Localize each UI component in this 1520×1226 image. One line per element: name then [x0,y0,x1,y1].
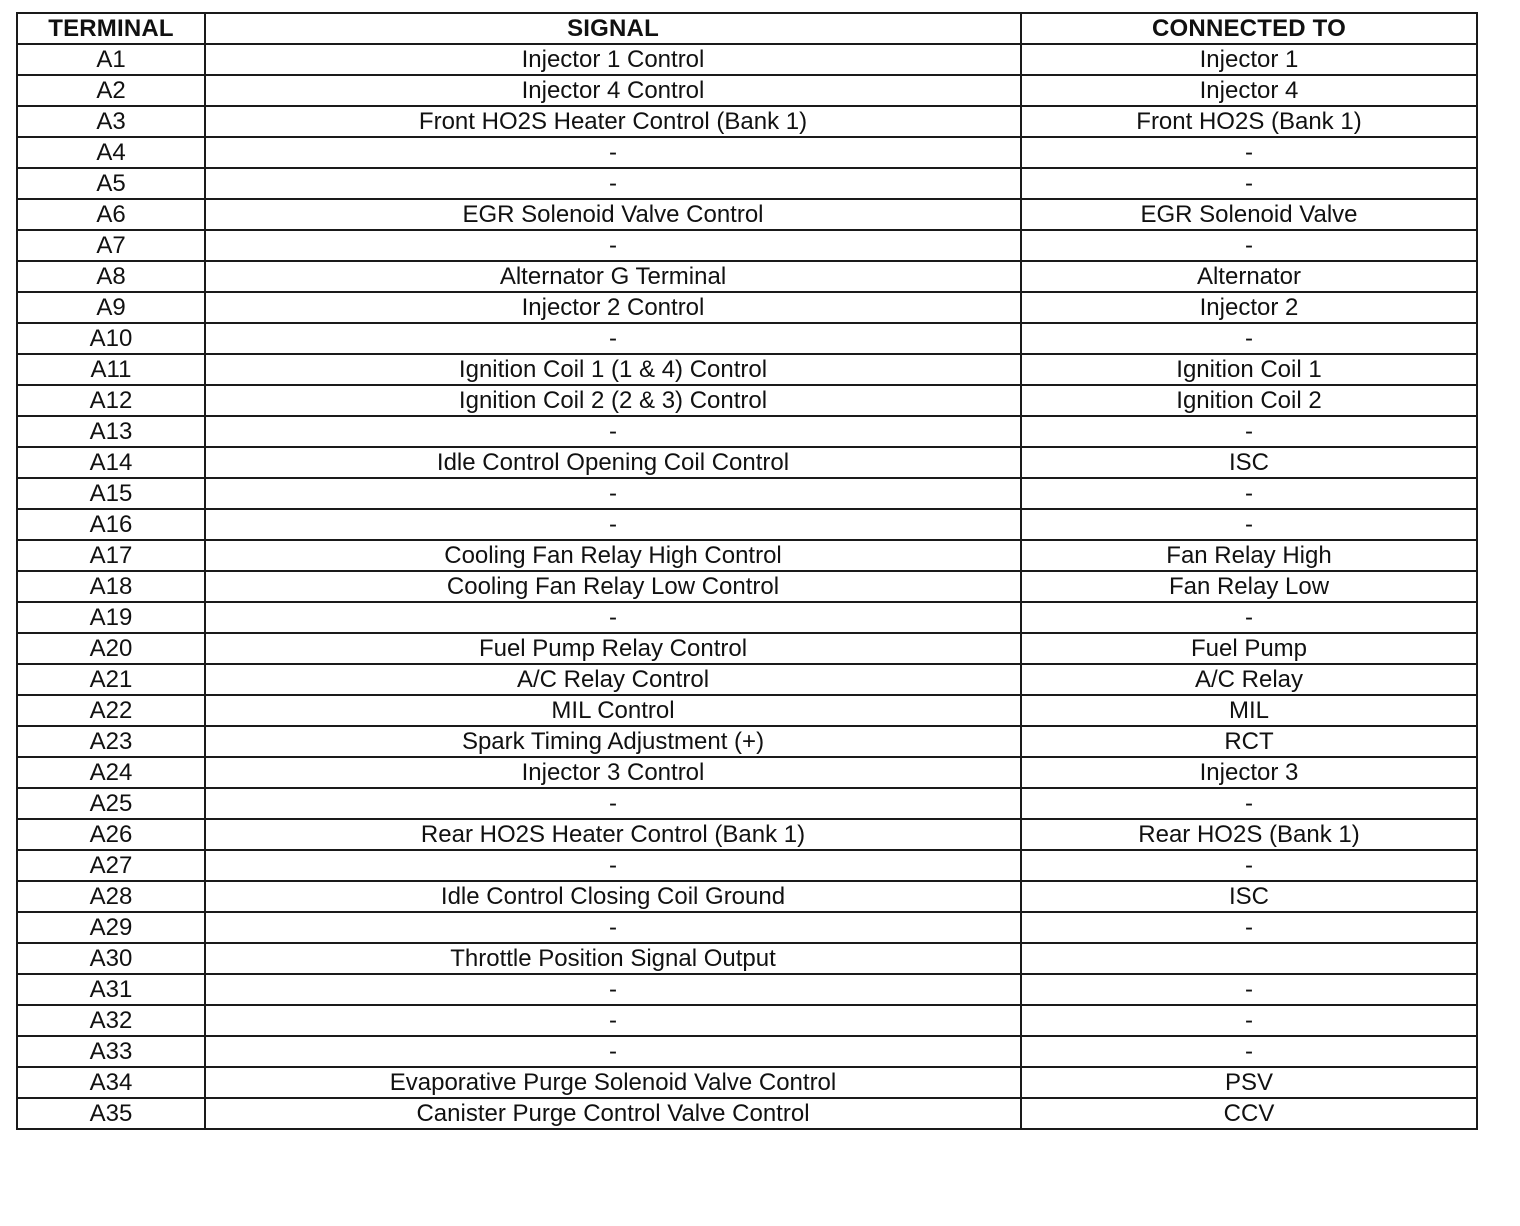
table-row [17,664,1477,695]
terminal-cell: A28 [17,881,205,912]
signal-cell: Fuel Pump Relay Control [205,633,1021,664]
table-body [17,44,1477,1129]
table-row [17,881,1477,912]
terminal-cell: A7 [17,230,205,261]
connected-to-cell: - [1021,230,1477,261]
terminal-cell: A1 [17,44,205,75]
table-row [17,540,1477,571]
table-row [17,726,1477,757]
terminal-cell: A30 [17,943,205,974]
connected-to-cell: Fan Relay Low [1021,571,1477,602]
table-row [17,571,1477,602]
signal-cell: Front HO2S Heater Control (Bank 1) [205,106,1021,137]
table-row [17,385,1477,416]
terminal-cell: A25 [17,788,205,819]
terminal-cell: A24 [17,757,205,788]
terminal-cell: A27 [17,850,205,881]
table-row [17,323,1477,354]
terminal-cell: A34 [17,1067,205,1098]
connected-to-cell [1021,943,1477,974]
signal-cell: Injector 1 Control [205,44,1021,75]
connected-to-cell: - [1021,478,1477,509]
table-row [17,75,1477,106]
terminal-cell: A18 [17,571,205,602]
connected-to-cell: ISC [1021,881,1477,912]
terminal-cell: A32 [17,1005,205,1036]
pinout-sheet [16,12,1476,1130]
terminal-cell: A15 [17,478,205,509]
connected-to-cell: - [1021,168,1477,199]
table-row [17,912,1477,943]
connected-to-cell: Fan Relay High [1021,540,1477,571]
connected-to-cell: - [1021,1036,1477,1067]
terminal-cell: A10 [17,323,205,354]
table-row [17,106,1477,137]
terminal-cell: A12 [17,385,205,416]
terminal-cell: A5 [17,168,205,199]
signal-cell: Rear HO2S Heater Control (Bank 1) [205,819,1021,850]
terminal-cell: A17 [17,540,205,571]
terminal-cell: A35 [17,1098,205,1129]
terminal-cell: A4 [17,137,205,168]
header-terminal: TERMINAL [17,13,205,44]
terminal-cell: A23 [17,726,205,757]
connected-to-cell: EGR Solenoid Valve [1021,199,1477,230]
terminal-cell: A20 [17,633,205,664]
connected-to-cell: MIL [1021,695,1477,726]
table-row [17,1005,1477,1036]
table-row [17,819,1477,850]
table-row [17,509,1477,540]
signal-cell: - [205,323,1021,354]
header-connected-to: CONNECTED TO [1021,13,1477,44]
table-row [17,44,1477,75]
connected-to-cell: ISC [1021,447,1477,478]
header-signal: SIGNAL [205,13,1021,44]
table-row [17,695,1477,726]
table-row [17,602,1477,633]
header-row [17,13,1477,44]
connected-to-cell: - [1021,416,1477,447]
signal-cell: Injector 4 Control [205,75,1021,106]
connected-to-cell: Fuel Pump [1021,633,1477,664]
connected-to-cell: Front HO2S (Bank 1) [1021,106,1477,137]
connected-to-cell: - [1021,788,1477,819]
signal-cell: Ignition Coil 1 (1 & 4) Control [205,354,1021,385]
signal-cell: Ignition Coil 2 (2 & 3) Control [205,385,1021,416]
table-row [17,974,1477,1005]
connected-to-cell: - [1021,509,1477,540]
pinout-table [16,12,1478,1130]
signal-cell: Spark Timing Adjustment (+) [205,726,1021,757]
table-row [17,137,1477,168]
connected-to-cell: PSV [1021,1067,1477,1098]
connected-to-cell: Alternator [1021,261,1477,292]
signal-cell: Idle Control Closing Coil Ground [205,881,1021,912]
table-row [17,168,1477,199]
connected-to-cell: Rear HO2S (Bank 1) [1021,819,1477,850]
terminal-cell: A3 [17,106,205,137]
signal-cell: Cooling Fan Relay High Control [205,540,1021,571]
signal-cell: Injector 2 Control [205,292,1021,323]
connected-to-cell: - [1021,912,1477,943]
connected-to-cell: CCV [1021,1098,1477,1129]
table-row [17,1098,1477,1129]
table-row [17,478,1477,509]
signal-cell: EGR Solenoid Valve Control [205,199,1021,230]
connected-to-cell: A/C Relay [1021,664,1477,695]
terminal-cell: A22 [17,695,205,726]
terminal-cell: A14 [17,447,205,478]
signal-cell: - [205,1036,1021,1067]
table-row [17,850,1477,881]
terminal-cell: A2 [17,75,205,106]
table-row [17,261,1477,292]
connected-to-cell: Injector 1 [1021,44,1477,75]
signal-cell: - [205,912,1021,943]
table-row [17,943,1477,974]
signal-cell: - [205,850,1021,881]
connected-to-cell: Injector 3 [1021,757,1477,788]
signal-cell: - [205,1005,1021,1036]
signal-cell: A/C Relay Control [205,664,1021,695]
table-row [17,354,1477,385]
table-row [17,1036,1477,1067]
terminal-cell: A16 [17,509,205,540]
connected-to-cell: - [1021,602,1477,633]
connected-to-cell: Injector 2 [1021,292,1477,323]
signal-cell: Throttle Position Signal Output [205,943,1021,974]
terminal-cell: A29 [17,912,205,943]
signal-cell: - [205,137,1021,168]
signal-cell: Alternator G Terminal [205,261,1021,292]
connected-to-cell: - [1021,1005,1477,1036]
connected-to-cell: Injector 4 [1021,75,1477,106]
signal-cell: MIL Control [205,695,1021,726]
table-row [17,199,1477,230]
terminal-cell: A6 [17,199,205,230]
terminal-cell: A26 [17,819,205,850]
table-row [17,447,1477,478]
signal-cell: - [205,788,1021,819]
connected-to-cell: Ignition Coil 1 [1021,354,1477,385]
terminal-cell: A11 [17,354,205,385]
table-row [17,788,1477,819]
signal-cell: - [205,602,1021,633]
terminal-cell: A31 [17,974,205,1005]
terminal-cell: A19 [17,602,205,633]
signal-cell: Canister Purge Control Valve Control [205,1098,1021,1129]
connected-to-cell: RCT [1021,726,1477,757]
connected-to-cell: - [1021,323,1477,354]
connected-to-cell: - [1021,974,1477,1005]
table-row [17,633,1477,664]
connected-to-cell: - [1021,137,1477,168]
signal-cell: - [205,168,1021,199]
signal-cell: - [205,416,1021,447]
signal-cell: - [205,230,1021,261]
table-row [17,230,1477,261]
signal-cell: Cooling Fan Relay Low Control [205,571,1021,602]
signal-cell: - [205,974,1021,1005]
connected-to-cell: Ignition Coil 2 [1021,385,1477,416]
signal-cell: - [205,478,1021,509]
terminal-cell: A8 [17,261,205,292]
table-row [17,292,1477,323]
terminal-cell: A9 [17,292,205,323]
table-row [17,757,1477,788]
signal-cell: - [205,509,1021,540]
terminal-cell: A21 [17,664,205,695]
terminal-cell: A13 [17,416,205,447]
terminal-cell: A33 [17,1036,205,1067]
table-row [17,1067,1477,1098]
table-row [17,416,1477,447]
connected-to-cell: - [1021,850,1477,881]
signal-cell: Idle Control Opening Coil Control [205,447,1021,478]
signal-cell: Injector 3 Control [205,757,1021,788]
signal-cell: Evaporative Purge Solenoid Valve Control [205,1067,1021,1098]
